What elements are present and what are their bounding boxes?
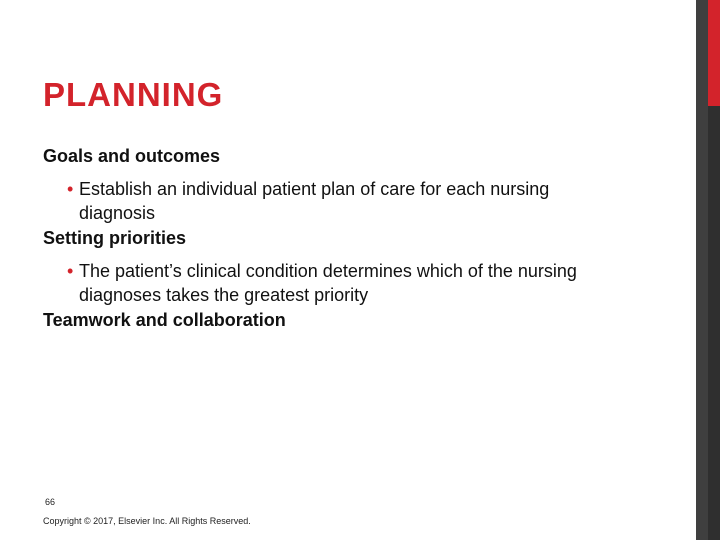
heading-teamwork: Teamwork and collaboration <box>43 310 286 330</box>
heading-priorities: Setting priorities <box>43 228 187 248</box>
heading-goals: Goals and outcomes <box>43 146 221 166</box>
page-number: 66 <box>45 497 56 507</box>
bullet-item <box>43 177 619 225</box>
decorative-sidebar-accent <box>708 0 720 106</box>
bullet-icon: • <box>67 179 74 199</box>
decorative-sidebar <box>696 0 708 540</box>
slide-content <box>43 143 663 333</box>
decorative-sidebar-dark <box>708 106 720 540</box>
bullet-text: The patient’s clinical condition determines which of the nursing diagnoses takes the greatest priority <box>79 261 577 305</box>
copyright-notice: Copyright © 2017, Elsevier Inc. All Rights Reserved. <box>43 516 251 526</box>
bullet-item <box>43 259 619 307</box>
bullet-icon: • <box>67 261 74 281</box>
slide-title: PLANNING <box>43 76 224 113</box>
bullet-text: Establish an individual patient plan of care for each nursing diagnosis <box>79 179 550 223</box>
